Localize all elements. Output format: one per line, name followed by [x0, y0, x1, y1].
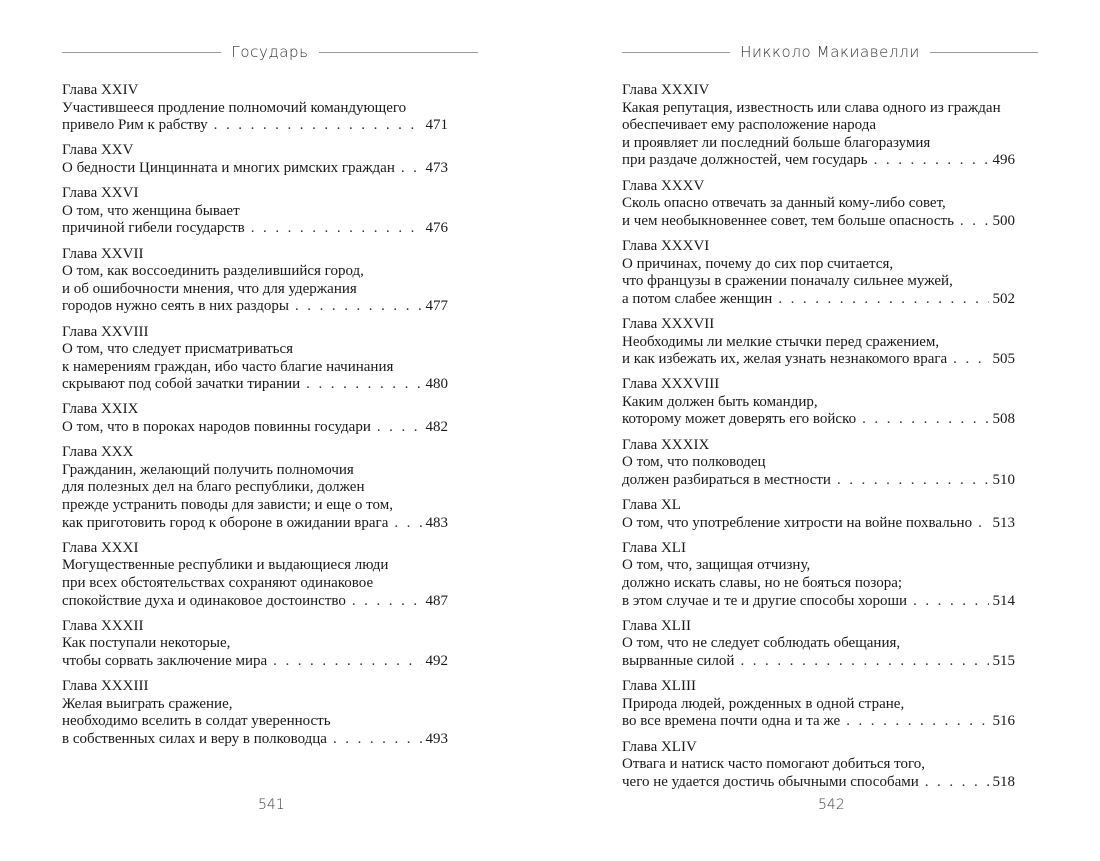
chapter-title-line: к намерениям граждан, ибо часто благие начинания — [62, 358, 394, 375]
running-header — [62, 40, 478, 64]
table-of-contents — [622, 82, 1015, 799]
chapter-title-last-line — [62, 653, 448, 671]
toc-entry — [62, 618, 448, 671]
chapter-title-last-line — [622, 351, 1015, 369]
chapter-title-line: скрывают под собой зачатки тирании — [62, 376, 301, 393]
chapter-title-line: для полезных дел на благо республики, должен — [62, 479, 365, 496]
chapter-label: Глава XLIII — [622, 678, 696, 695]
toc-entry — [622, 376, 1015, 429]
toc-page-number: 500 — [992, 212, 1015, 229]
chapter-title-last-line — [62, 731, 448, 749]
chapter-title-line: Каким должен быть командир, — [622, 393, 818, 410]
dot-leader — [306, 376, 421, 394]
dot-leader — [295, 298, 422, 316]
toc-entry — [62, 185, 448, 238]
dot-leader — [913, 593, 988, 611]
toc-entry — [62, 401, 448, 436]
chapter-label: Глава XL — [622, 497, 681, 514]
chapter-title-line: при всех обстоятельствах сохраняют одинаковое — [62, 575, 374, 591]
table-of-contents — [62, 82, 448, 756]
dot-leader — [394, 515, 421, 533]
chapter-title-line: Желая выиграть сражение, — [62, 695, 233, 712]
chapter-title-last-line — [62, 160, 448, 178]
dot-leader — [953, 351, 988, 369]
toc-page-number: 505 — [992, 351, 1015, 368]
chapter-title-line: обеспечивает ему расположение народа — [622, 117, 876, 134]
chapter-title-last-line — [622, 713, 1015, 731]
chapter-title-line: привело Рим к рабству — [62, 117, 208, 134]
chapter-title-last-line — [62, 593, 448, 611]
toc-entry — [62, 142, 448, 177]
dot-leader — [333, 731, 422, 749]
toc-entry — [622, 739, 1015, 792]
chapter-title-last-line — [622, 774, 1015, 792]
toc-entry — [622, 437, 1015, 490]
toc-page-number: 493 — [425, 730, 448, 747]
chapter-title-line: Как поступали некоторые, — [62, 635, 231, 652]
chapter-title-last-line — [622, 593, 1015, 611]
toc-entry — [622, 82, 1015, 170]
chapter-label: Глава XXXIV — [622, 82, 710, 98]
toc-entry — [62, 246, 448, 316]
header-rule-left — [62, 52, 221, 53]
chapter-label: Глава XLII — [622, 617, 691, 634]
toc-entry — [62, 444, 448, 532]
dot-leader — [778, 291, 988, 309]
dot-leader — [401, 160, 422, 178]
toc-page-number: 510 — [992, 471, 1015, 488]
right-page — [550, 0, 1100, 861]
toc-entry — [622, 316, 1015, 369]
toc-page-number: 476 — [425, 220, 448, 237]
chapter-title-last-line — [62, 220, 448, 238]
chapter-label: Глава XXXII — [62, 617, 144, 634]
dot-leader — [377, 419, 422, 437]
chapter-title-line: что французы в сражении поначалу сильнее мужей, — [622, 273, 953, 290]
chapter-title-line: при раздаче должностей, чем государь — [622, 152, 868, 169]
chapter-label: Глава XXIV — [62, 82, 139, 98]
chapter-title-line: во все времена почти одна и та же — [622, 713, 841, 730]
chapter-label: Глава XXVII — [62, 245, 144, 262]
dot-leader — [837, 472, 989, 490]
chapter-label: Глава XXXVII — [622, 315, 715, 332]
toc-page-number: 473 — [425, 159, 448, 176]
chapter-title-last-line — [62, 376, 448, 394]
chapter-title-line: вырванные силой — [622, 652, 735, 669]
chapter-label: Глава XXX — [62, 444, 134, 461]
toc-page-number: 483 — [425, 514, 448, 531]
chapter-label: Глава XLI — [622, 539, 686, 556]
chapter-title-last-line — [62, 117, 448, 135]
chapter-title-line: прежде устранить поводы для зависти; и еще о том, — [62, 497, 393, 514]
page-number: 541 — [258, 797, 285, 813]
chapter-label: Глава XXXI — [62, 539, 139, 556]
toc-page-number: 482 — [425, 419, 448, 436]
page-number: 542 — [818, 797, 845, 813]
chapter-title-line: О том, как воссоединить разделившийся город, — [62, 263, 364, 280]
chapter-title-line: чего не удается достичь обычными способами — [622, 773, 919, 790]
chapter-label: Глава XLIV — [622, 738, 697, 755]
chapter-title-last-line — [622, 291, 1015, 309]
dot-leader — [925, 774, 989, 792]
toc-page-number: 471 — [425, 117, 448, 134]
toc-page-number: 477 — [425, 298, 448, 315]
toc-entry — [62, 324, 448, 394]
toc-entry — [622, 618, 1015, 671]
dot-leader — [978, 515, 988, 533]
chapter-label: Глава XXIX — [62, 401, 139, 418]
chapter-title-line: в собственных силах и веру в полководца — [62, 730, 327, 747]
dot-leader — [874, 152, 989, 170]
toc-entry — [62, 540, 448, 610]
dot-leader — [214, 117, 422, 135]
chapter-title-line: чтобы сорвать заключение мира — [62, 652, 268, 669]
chapter-title-line: причиной гибели государств — [62, 220, 245, 237]
dot-leader — [740, 653, 988, 671]
chapter-title-line: О том, что в пороках народов повинны государи — [62, 419, 371, 436]
dot-leader — [352, 593, 422, 611]
dot-leader — [960, 213, 989, 231]
chapter-title-line: спокойствие духа и одинаковое достоинство — [62, 592, 346, 609]
dot-leader — [251, 220, 422, 238]
chapter-label: Глава XXXIX — [622, 436, 710, 453]
chapter-title-line: и проявляет ли последний больше благоразумия — [622, 134, 931, 151]
chapter-title-line: Сколь опасно отвечать за данный кому-либо совет, — [622, 195, 946, 212]
chapter-label: Глава XXVIII — [62, 323, 149, 340]
dot-leader — [862, 411, 988, 429]
chapter-title-line: а потом слабее женщин — [622, 290, 773, 307]
chapter-title-last-line — [622, 653, 1015, 671]
running-title: Никколо Макиавелли — [740, 43, 920, 61]
toc-page-number: 515 — [992, 652, 1015, 669]
chapter-title-line: О том, что употребление хитрости на войне похвально — [622, 514, 973, 531]
toc-entry — [622, 540, 1015, 610]
chapter-title-last-line — [622, 213, 1015, 231]
chapter-title-line: которому может доверять его войско — [622, 411, 857, 428]
header-rule-right — [930, 52, 1038, 53]
chapter-title-line: городов нужно сеять в них раздоры — [62, 298, 289, 315]
toc-entry — [622, 678, 1015, 731]
chapter-title-line: в этом случае и те и другие способы хороши — [622, 592, 908, 609]
chapter-title-line: и об ошибочности мнения, что для удержания — [62, 280, 357, 297]
chapter-title-line: и как избежать их, желая узнать незнакомого врага — [622, 351, 948, 368]
chapter-title-line: О том, что не следует соблюдать обещания, — [622, 635, 901, 652]
toc-page-number: 487 — [425, 592, 448, 609]
chapter-title-line: как приготовить город к обороне в ожидании врага — [62, 514, 389, 531]
chapter-title-line: О том, что полководец — [622, 454, 766, 471]
chapter-label: Глава XXXVI — [622, 237, 710, 254]
header-rule-left — [622, 52, 730, 53]
toc-page-number: 496 — [992, 152, 1015, 169]
chapter-title-line: необходимо вселить в солдат уверенность — [62, 713, 331, 730]
chapter-title-line: Участившееся продление полномочий командующего — [62, 99, 407, 116]
chapter-title-line: О том, что женщина бывает — [62, 202, 240, 219]
chapter-title-last-line — [622, 472, 1015, 490]
chapter-label: Глава XXXVIII — [622, 376, 720, 393]
chapter-title-last-line — [622, 152, 1015, 170]
chapter-title-line: Могущественные республики и выдающиеся люди — [62, 557, 389, 574]
chapter-title-line: О причинах, почему до сих пор считается, — [622, 255, 894, 272]
chapter-title-line: О бедности Цинцинната и многих римских граждан — [62, 159, 395, 176]
toc-page-number: 508 — [992, 411, 1015, 428]
chapter-label: Глава XXVI — [62, 185, 139, 202]
dot-leader — [273, 653, 421, 671]
chapter-label: Глава XXV — [62, 142, 134, 159]
toc-page-number: 513 — [992, 514, 1015, 531]
toc-entry — [622, 178, 1015, 231]
toc-entry — [622, 238, 1015, 308]
toc-page-number: 480 — [425, 376, 448, 393]
toc-entry — [622, 497, 1015, 532]
chapter-title-line: О том, что следует присматриваться — [62, 341, 294, 358]
chapter-title-line: Гражданин, желающий получить полномочия — [62, 461, 354, 478]
toc-page-number: 502 — [992, 290, 1015, 307]
chapter-label: Глава XXXIII — [62, 678, 149, 695]
chapter-title-line: Природа людей, рожденных в одной стране, — [622, 695, 905, 712]
chapter-title-last-line — [622, 515, 1015, 533]
running-header — [622, 40, 1038, 64]
chapter-title-line: О том, что, защищая отчизну, — [622, 557, 811, 574]
chapter-title-line: Отвага и натиск часто помогают добиться того, — [622, 756, 926, 773]
chapter-title-last-line — [62, 419, 448, 437]
toc-page-number: 518 — [992, 773, 1015, 790]
toc-page-number: 492 — [425, 652, 448, 669]
toc-page-number: 516 — [992, 713, 1015, 730]
toc-entry — [62, 678, 448, 748]
chapter-label: Глава XXXV — [622, 177, 705, 194]
dot-leader — [846, 713, 988, 731]
header-rule-right — [319, 52, 478, 53]
chapter-title-last-line — [62, 515, 448, 533]
toc-entry — [62, 82, 448, 135]
chapter-title-line: Необходимы ли мелкие стычки перед сражением, — [622, 333, 940, 350]
chapter-title-last-line — [62, 298, 448, 316]
chapter-title-line: должно искать славы, но не бояться позора; — [622, 575, 903, 591]
chapter-title-line: Какая репутация, известность или слава одного из граждан — [622, 99, 1001, 116]
chapter-title-line: и чем необыкновеннее совет, тем больше опасность — [622, 212, 954, 229]
chapter-title-line: должен разбираться в местности — [622, 471, 831, 488]
toc-page-number: 514 — [992, 592, 1015, 609]
chapter-title-last-line — [622, 411, 1015, 429]
running-title: Государь — [231, 43, 309, 61]
